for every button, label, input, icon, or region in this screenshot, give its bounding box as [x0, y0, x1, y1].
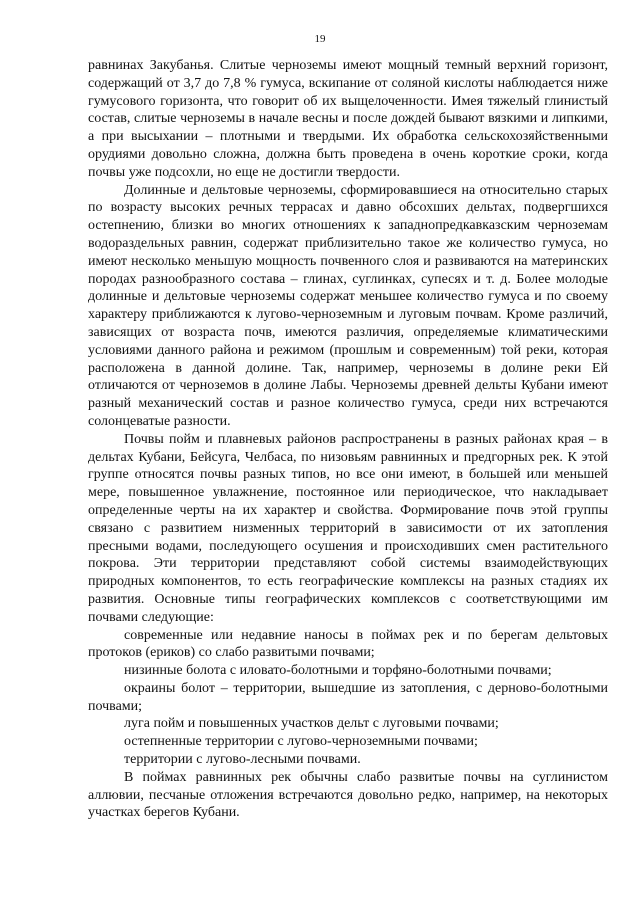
paragraph-river-floodplains: В поймах равнинных рек обычны слабо развитые почвы на суглинистом аллювии, песчаные отложения встречаются довольно редко, например, на некоторых участках берегов Кубани. — [88, 769, 608, 821]
list-item-alluvium: современные или недавние наносы в поймах рек и по берегам дельтовых протоков (ериков) со слабо развитыми почвами; — [88, 627, 608, 661]
list-item-steppe: остепненные территории с лугово-черноземными почвами; — [124, 734, 478, 750]
paragraph-soil-slitye: равнинах Закубанья. Слитые черноземы имеют мощный темный верхний горизонт, содержащий от 3,7 до 7,8 % гумуса, вскипание от соляной кислоты наблюдается ниже гумусового горизонта, что говорит об их выщелоченности. Имея тяжелый глинистый состав, слитые черноземы в начале весны и после дождей бывают вязкими и липкими, а при высыхании – плотными и твердыми. Их обработка сельскохозяйственными орудиями довольно сложна, должна быть проведена в очень короткие сроки, когда почвы уже подсохли, но еще не достигли твердости. — [88, 58, 608, 180]
list-item-swamp-edges: окраины болот – территории, вышедшие из затопления, с дерново-болотными почвами; — [88, 680, 608, 714]
page-number: 19 — [314, 33, 326, 45]
list-item-lowland-swamps: низинные болота с иловато-болотными и торфяно-болотными почвами; — [124, 663, 552, 679]
list-item-forest-meadow: территории с лугово-лесными почвами. — [124, 752, 361, 768]
list-item-meadows: луга пойм и повышенных участков дельт с луговыми почвами; — [124, 716, 499, 732]
paragraph-floodplain-soils: Почвы пойм и плавневых районов распространены в разных районах края – в дельтах Кубани, Бейсуга, Челбаса, по низовьям равнинных и предгорных рек. К этой группе относятся почвы разных типов, но все они имеют, в большей или меньшей мере, повышенное увлажнение, постоянное или периодическое, что накладывает определенные черты на их характер и свойства. Формирование почв этой группы связано с развитием низменных территорий в зависимости от их затопления пресными водами, последующего осушения и происходивших смен растительного покрова. Эти территории представляют собой системы взаимодействующих природных компонентов, то есть географические комплексы на разных стадиях их развития. Основные типы географических комплексов с соответствующими им почвами следующие: — [88, 431, 608, 625]
text-body — [88, 57, 608, 822]
paragraph-valley-chernozems: Долинные и дельтовые черноземы, сформировавшиеся на относительно старых по возрасту высоких речных террасах и давно обсохших дельтах, подвергшихся остепнению, близки во многих отношениях к западнопредкавказским черноземам водораздельных равнин, содержат приблизительно такое же количество гумуса, но имеют несколько меньшую мощность почвенного слоя и развиваются на материнских породах разнообразного состава – глинах, суглинках, супесях и т. д. Более молодые долинные и дельтовые черноземы содержат меньшее количество гумуса и по своему характеру приближаются к лугово-черноземным и луговым почвам. Кроме различий, зависящих от возраста почв, имеются различия, определяемые климатическими условиями данного района и режимом (прошлым и современным) той реки, которая расположена в данной долине. Так, например, черноземы в долине реки Ей отличаются от черноземов в долине Лабы. Черноземы древней дельты Кубани имеют разный механический состав и разное количество гумуса, среди них встречаются солонцеватые разности. — [88, 182, 608, 429]
